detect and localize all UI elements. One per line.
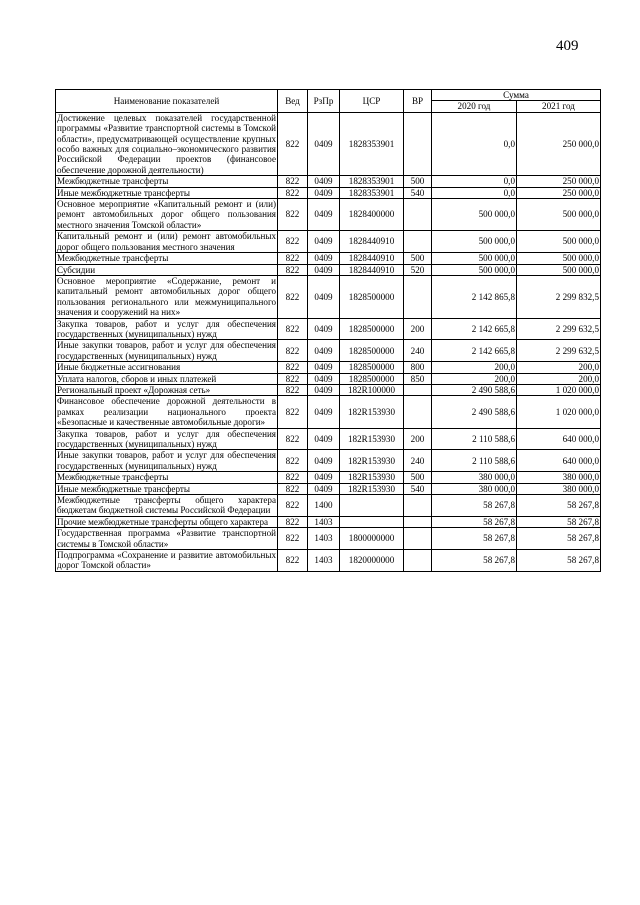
row-sum-2020: 200,0 <box>432 362 517 373</box>
row-sum-2021: 58 267,8 <box>517 528 601 550</box>
row-csr: 182R153930 <box>340 450 404 472</box>
row-sum-2021: 2 299 832,5 <box>517 275 601 318</box>
row-ved: 822 <box>278 187 308 198</box>
table-row <box>56 362 601 373</box>
row-sum-2020: 2 110 588,6 <box>432 428 517 450</box>
row-ved: 822 <box>278 253 308 264</box>
table-row <box>56 176 601 187</box>
row-vr <box>404 396 432 428</box>
table-row <box>56 275 601 318</box>
row-rzpr: 1403 <box>308 516 340 527</box>
row-name: Подпрограмма «Сохранение и развитие автомобильных дорог Томской области» <box>57 550 276 571</box>
header-sum: Сумма <box>432 90 601 101</box>
row-name: Межбюджетные трансферты <box>56 472 278 483</box>
row-csr: 1828500000 <box>340 373 404 384</box>
row-sum-2021: 500 000,0 <box>517 231 601 253</box>
row-sum-2021: 58 267,8 <box>517 550 601 572</box>
row-sum-2021: 58 267,8 <box>517 495 601 517</box>
row-sum-2021: 380 000,0 <box>517 483 601 494</box>
row-ved: 822 <box>278 483 308 494</box>
row-ved: 822 <box>278 384 308 395</box>
header-year-2021: 2021 год <box>517 101 601 112</box>
row-sum-2020: 2 490 588,6 <box>432 384 517 395</box>
row-ved: 822 <box>278 176 308 187</box>
row-rzpr: 0409 <box>308 253 340 264</box>
row-csr: 182R153930 <box>340 428 404 450</box>
table-row <box>56 231 601 253</box>
row-sum-2020: 0,0 <box>432 187 517 198</box>
table-header-row <box>56 90 601 101</box>
row-ved: 822 <box>278 264 308 275</box>
row-name: Основное мероприятие «Содержание, ремонт и капитальный ремонт автомобильных дорог общего пользования регионального или межмуниципального значения и сооружений на них» <box>57 275 276 318</box>
row-sum-2020: 58 267,8 <box>432 528 517 550</box>
row-csr <box>340 516 404 527</box>
row-sum-2021: 250 000,0 <box>517 112 601 175</box>
row-sum-2021: 200,0 <box>517 373 601 384</box>
row-sum-2021: 640 000,0 <box>517 450 601 472</box>
row-csr: 182R153930 <box>340 396 404 428</box>
row-rzpr: 0409 <box>308 483 340 494</box>
row-sum-2021: 500 000,0 <box>517 264 601 275</box>
row-rzpr: 0409 <box>308 428 340 450</box>
row-csr: 1828400000 <box>340 199 404 231</box>
row-vr <box>404 528 432 550</box>
row-name: Уплата налогов, сборов и иных платежей <box>56 373 278 384</box>
row-vr: 200 <box>404 428 432 450</box>
row-vr: 200 <box>404 318 432 340</box>
row-csr: 182R153930 <box>340 472 404 483</box>
row-csr: 1828500000 <box>340 362 404 373</box>
row-ved: 822 <box>278 450 308 472</box>
table-row <box>56 472 601 483</box>
table-row <box>56 450 601 472</box>
row-vr <box>404 495 432 517</box>
row-sum-2021: 2 299 632,5 <box>517 340 601 362</box>
row-ved: 822 <box>278 373 308 384</box>
row-vr: 520 <box>404 264 432 275</box>
row-ved: 822 <box>278 112 308 175</box>
row-name: Иные закупки товаров, работ и услуг для обеспечения государственных (муниципальных) нужд <box>57 340 276 361</box>
row-sum-2021: 1 020 000,0 <box>517 384 601 395</box>
row-ved: 822 <box>278 428 308 450</box>
row-sum-2020: 500 000,0 <box>432 253 517 264</box>
row-sum-2020: 58 267,8 <box>432 516 517 527</box>
row-rzpr: 0409 <box>308 396 340 428</box>
table-row <box>56 495 601 517</box>
row-csr: 182R153930 <box>340 483 404 494</box>
table-row <box>56 187 601 198</box>
row-sum-2020: 200,0 <box>432 373 517 384</box>
row-rzpr: 0409 <box>308 384 340 395</box>
table-row <box>56 396 601 428</box>
row-rzpr: 0409 <box>308 275 340 318</box>
row-ved: 822 <box>278 550 308 572</box>
row-ved: 822 <box>278 362 308 373</box>
row-rzpr: 1403 <box>308 550 340 572</box>
row-ved: 822 <box>278 396 308 428</box>
row-csr <box>340 495 404 517</box>
row-name: Иные межбюджетные трансферты <box>56 483 278 494</box>
row-ved: 822 <box>278 340 308 362</box>
row-csr: 1828353901 <box>340 112 404 175</box>
row-csr: 1828440910 <box>340 231 404 253</box>
table-row <box>56 318 601 340</box>
row-vr: 240 <box>404 450 432 472</box>
row-csr: 1828500000 <box>340 340 404 362</box>
row-vr: 500 <box>404 176 432 187</box>
row-sum-2021: 250 000,0 <box>517 187 601 198</box>
table-row <box>56 384 601 395</box>
row-sum-2020: 2 142 665,8 <box>432 318 517 340</box>
row-sum-2020: 58 267,8 <box>432 550 517 572</box>
row-name: Иные бюджетные ассигнования <box>56 362 278 373</box>
row-rzpr: 0409 <box>308 112 340 175</box>
page-number: 409 <box>556 38 579 54</box>
row-name: Финансовое обеспечение дорожной деятельности в рамках реализации национального проекта «Безопасные и качественные автомобильные дороги» <box>57 396 276 428</box>
row-vr: 540 <box>404 187 432 198</box>
row-sum-2020: 0,0 <box>432 176 517 187</box>
row-vr <box>404 516 432 527</box>
row-name: Межбюджетные трансферты общего характера бюджетам бюджетной системы Российской Федерации <box>57 495 276 516</box>
row-sum-2020: 380 000,0 <box>432 483 517 494</box>
row-sum-2021: 200,0 <box>517 362 601 373</box>
row-vr: 800 <box>404 362 432 373</box>
row-name: Закупка товаров, работ и услуг для обеспечения государственных (муниципальных) нужд <box>57 318 276 339</box>
table-row <box>56 483 601 494</box>
row-csr: 1828353901 <box>340 187 404 198</box>
row-sum-2020: 2 110 588,6 <box>432 450 517 472</box>
row-ved: 822 <box>278 199 308 231</box>
row-name: Прочие межбюджетные трансферты общего характера <box>56 516 278 527</box>
row-vr <box>404 384 432 395</box>
header-name: Наименование показателей <box>56 90 278 113</box>
row-csr: 1828440910 <box>340 264 404 275</box>
row-name: Государственная программа «Развитие транспортной системы в Томской области» <box>57 528 276 549</box>
row-sum-2020: 2 490 588,6 <box>432 396 517 428</box>
row-csr: 1828500000 <box>340 275 404 318</box>
row-rzpr: 0409 <box>308 318 340 340</box>
row-name: Иные закупки товаров, работ и услуг для обеспечения государственных (муниципальных) нужд <box>57 450 276 471</box>
row-vr: 500 <box>404 253 432 264</box>
header-vr: ВР <box>404 90 432 113</box>
row-ved: 822 <box>278 472 308 483</box>
table-row <box>56 340 601 362</box>
header-csr: ЦСР <box>340 90 404 113</box>
row-rzpr: 0409 <box>308 176 340 187</box>
row-rzpr: 0409 <box>308 187 340 198</box>
row-ved: 822 <box>278 528 308 550</box>
row-vr <box>404 199 432 231</box>
row-csr: 182R100000 <box>340 384 404 395</box>
row-vr: 850 <box>404 373 432 384</box>
row-sum-2020: 500 000,0 <box>432 264 517 275</box>
row-vr <box>404 231 432 253</box>
row-name: Основное мероприятие «Капитальный ремонт и (или) ремонт автомобильных дорог общего пользования местного значения Томской области» <box>57 199 276 230</box>
row-sum-2020: 2 142 665,8 <box>432 340 517 362</box>
row-name: Закупка товаров, работ и услуг для обеспечения государственных (муниципальных) нужд <box>57 428 276 449</box>
row-rzpr: 0409 <box>308 373 340 384</box>
row-sum-2020: 380 000,0 <box>432 472 517 483</box>
row-rzpr: 0409 <box>308 264 340 275</box>
row-rzpr: 0409 <box>308 472 340 483</box>
row-name: Субсидии <box>56 264 278 275</box>
row-csr: 1828500000 <box>340 318 404 340</box>
table-row <box>56 528 601 550</box>
row-sum-2021: 58 267,8 <box>517 516 601 527</box>
row-vr: 240 <box>404 340 432 362</box>
row-rzpr: 1400 <box>308 495 340 517</box>
row-vr <box>404 275 432 318</box>
row-sum-2021: 1 020 000,0 <box>517 396 601 428</box>
table-row <box>56 112 601 175</box>
row-vr: 540 <box>404 483 432 494</box>
row-rzpr: 0409 <box>308 231 340 253</box>
row-ved: 822 <box>278 231 308 253</box>
row-ved: 822 <box>278 495 308 517</box>
row-rzpr: 0409 <box>308 450 340 472</box>
header-ved: Вед <box>278 90 308 113</box>
table-body <box>56 112 601 571</box>
row-sum-2020: 0,0 <box>432 112 517 175</box>
row-csr: 1820000000 <box>340 550 404 572</box>
row-rzpr: 0409 <box>308 362 340 373</box>
table-row <box>56 373 601 384</box>
row-sum-2021: 500 000,0 <box>517 253 601 264</box>
row-sum-2021: 640 000,0 <box>517 428 601 450</box>
row-rzpr: 0409 <box>308 199 340 231</box>
row-name: Межбюджетные трансферты <box>56 253 278 264</box>
row-vr: 500 <box>404 472 432 483</box>
table-row <box>56 428 601 450</box>
row-rzpr: 1403 <box>308 528 340 550</box>
row-ved: 822 <box>278 275 308 318</box>
row-name: Региональный проект «Дорожная сеть» <box>56 384 278 395</box>
budget-table <box>55 89 601 572</box>
table-row <box>56 264 601 275</box>
header-rzpr: РзПр <box>308 90 340 113</box>
row-csr: 1828440910 <box>340 253 404 264</box>
table-row <box>56 550 601 572</box>
row-vr <box>404 112 432 175</box>
row-name: Капитальный ремонт и (или) ремонт автомобильных дорог общего пользования местного значения <box>57 231 276 252</box>
row-sum-2020: 2 142 865,8 <box>432 275 517 318</box>
row-sum-2021: 2 299 632,5 <box>517 318 601 340</box>
table-row <box>56 199 601 231</box>
row-name: Межбюджетные трансферты <box>56 176 278 187</box>
row-csr: 1800000000 <box>340 528 404 550</box>
row-sum-2021: 500 000,0 <box>517 199 601 231</box>
row-sum-2021: 380 000,0 <box>517 472 601 483</box>
row-csr: 1828353901 <box>340 176 404 187</box>
row-sum-2020: 500 000,0 <box>432 199 517 231</box>
row-name: Достижение целевых показателей государственной программы «Развитие транспортной системы в Томской области», предусматривающей осуществление крупных особо важных для социально–экономического развития Российской Федерации проектов (финансовое обеспечение дорожной деятельности) <box>57 112 276 175</box>
row-ved: 822 <box>278 318 308 340</box>
table-row <box>56 516 601 527</box>
row-sum-2021: 250 000,0 <box>517 176 601 187</box>
row-vr <box>404 550 432 572</box>
header-year-2020: 2020 год <box>432 101 517 112</box>
row-sum-2020: 500 000,0 <box>432 231 517 253</box>
table-row <box>56 253 601 264</box>
row-name: Иные межбюджетные трансферты <box>56 187 278 198</box>
row-rzpr: 0409 <box>308 340 340 362</box>
row-ved: 822 <box>278 516 308 527</box>
row-sum-2020: 58 267,8 <box>432 495 517 517</box>
